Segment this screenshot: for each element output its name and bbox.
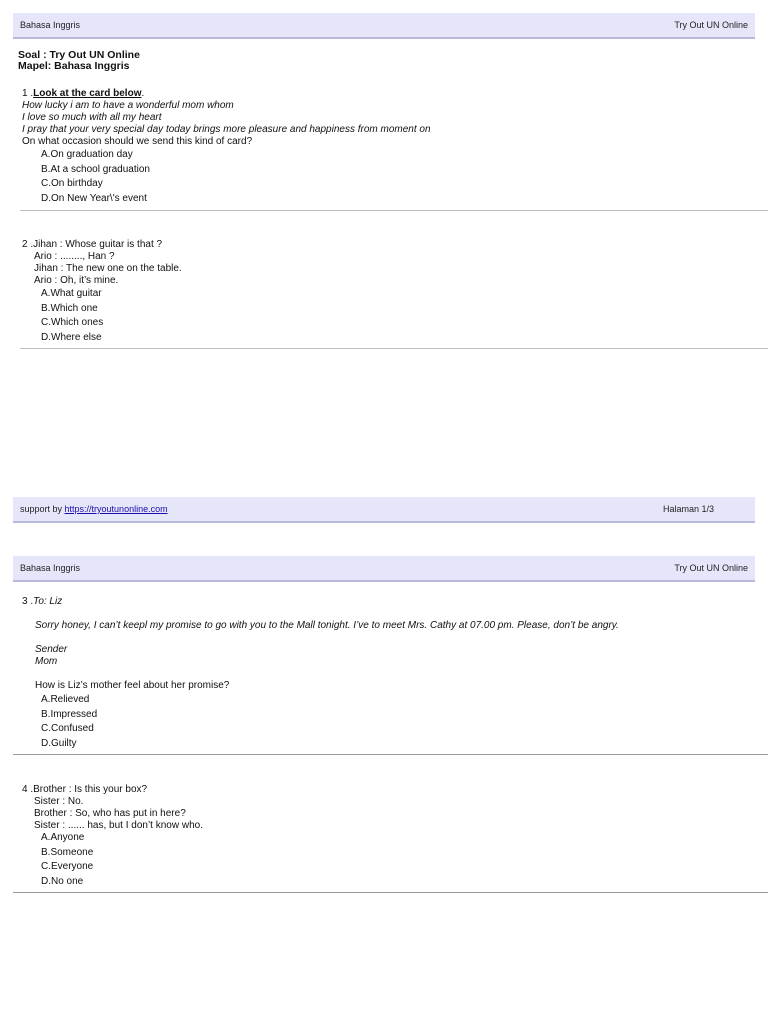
header-subject: Bahasa Inggris [20, 563, 81, 573]
question-number: 4 . [22, 784, 34, 795]
page-header [13, 13, 755, 39]
header-site: Try Out UN Online [674, 563, 748, 573]
divider [20, 210, 768, 211]
page-footer [13, 497, 755, 523]
dialog-line-3: Brother : So, who has put in here? [34, 808, 186, 819]
option-c[interactable]: C.Which ones [41, 317, 104, 328]
question-2-options [41, 287, 103, 345]
question-2 [22, 239, 182, 287]
question-number: 1 . [22, 88, 34, 99]
question-1-title: Look at the card below [33, 88, 142, 99]
sender-label: Sender [35, 644, 68, 655]
question-1-heading: 1 .Look at the card below. [22, 88, 145, 99]
letter-to: To: Liz [33, 596, 63, 607]
option-a[interactable]: A.Relieved [41, 694, 90, 705]
option-b[interactable]: B.Someone [41, 846, 94, 858]
question-3 [22, 596, 62, 608]
document-title [18, 50, 140, 72]
header-subject: Bahasa Inggris [20, 20, 81, 30]
page-header [13, 556, 755, 582]
divider [20, 348, 768, 349]
option-c[interactable]: C.On birthday [41, 178, 103, 189]
dialog-line-1: Jihan : Whose guitar is that ? [33, 239, 163, 250]
question-1 [22, 88, 431, 148]
option-c[interactable]: C.Everyone [41, 861, 94, 872]
option-d[interactable]: D.No one [41, 875, 84, 887]
card-line-2: I love so much with all my heart [22, 112, 162, 123]
option-a[interactable]: A.What guitar [41, 288, 102, 299]
header-site: Try Out UN Online [674, 20, 748, 30]
option-a[interactable]: A.Anyone [41, 832, 85, 843]
question-4-options [41, 831, 93, 889]
question-number: 3 . [22, 596, 34, 607]
option-b[interactable]: B.At a school graduation [41, 163, 150, 175]
dialog-line-4: Ario : Oh, it’s mine. [34, 275, 119, 286]
question-1-options [41, 148, 150, 206]
option-d[interactable]: D.On New Year\'s event [41, 192, 147, 204]
support-label: support by [20, 504, 65, 514]
divider [13, 754, 768, 755]
title-soal: Soal : Try Out UN Online [18, 49, 140, 61]
card-line-3: I pray that your very special day today brings more pleasure and happiness from moment on [22, 124, 431, 135]
letter-message: Sorry honey, I can’t keepl my promise to go with you to the Mall tonight. I’ve to meet Mrs. Cathy at 07.00 pm. Please, don’t be angry. [35, 620, 619, 631]
question-3-prompt: How is Liz’s mother feel about her promise? [35, 680, 230, 691]
option-d[interactable]: D.Guilty [41, 737, 77, 749]
dialog-line-3: Jihan : The new one on the table. [34, 263, 182, 274]
support-link[interactable]: https://tryoutunonline.com [64, 504, 168, 514]
option-b[interactable]: B.Impressed [41, 708, 98, 720]
page-number: Halaman 1/3 [663, 504, 715, 514]
option-c[interactable]: C.Confused [41, 723, 94, 734]
title-mapel: Mapel: Bahasa Inggris [18, 60, 130, 72]
dialog-line-4: Sister : ...... has, but I don’t know who. [34, 820, 203, 831]
divider [13, 892, 768, 893]
dialog-line-2: Sister : No. [34, 796, 84, 807]
letter-sender [35, 644, 67, 668]
question-number: 2 . [22, 239, 34, 250]
option-d[interactable]: D.Where else [41, 331, 102, 343]
dialog-line-1: Brother : Is this your box? [33, 784, 148, 795]
sender-name: Mom [35, 656, 58, 667]
card-line-1: How lucky i am to have a wonderful mom whom [22, 100, 234, 111]
question-4 [22, 784, 203, 832]
question-1-prompt: On what occasion should we send this kind of card? [22, 136, 253, 147]
option-b[interactable]: B.Which one [41, 302, 98, 314]
option-a[interactable]: A.On graduation day [41, 149, 133, 160]
question-3-options [41, 693, 97, 751]
dialog-line-2: Ario : ........, Han ? [34, 251, 115, 262]
